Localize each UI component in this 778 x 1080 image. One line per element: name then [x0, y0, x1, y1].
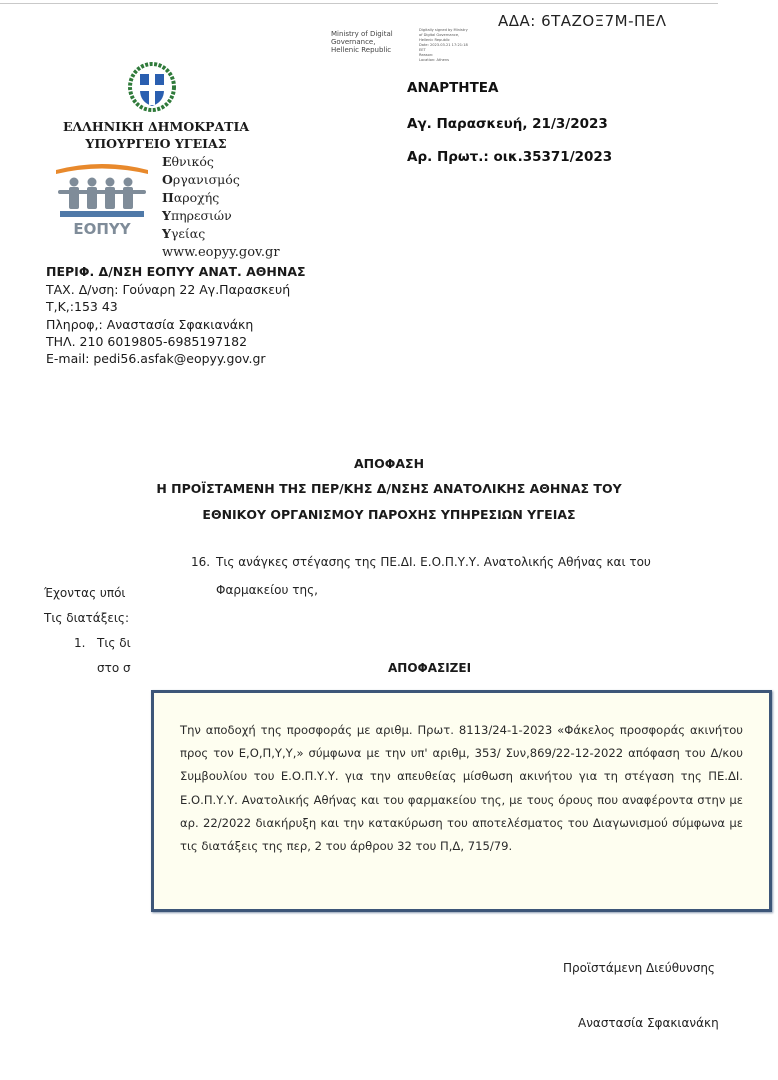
item-number: 16.: [191, 555, 211, 569]
postal-address: ΤΑΧ. Δ/νση: Γούναρη 22 Αγ.Παρασκευή: [46, 282, 291, 297]
signer-line: Hellenic Republic: [331, 46, 392, 54]
postal-code: Τ,Κ,:153 43: [46, 299, 118, 314]
country-name: ΕΛΛΗΝΙΚΗ ΔΗΜΟΚΡΑΤΙΑ: [62, 119, 250, 134]
org-line: Παροχής: [162, 190, 220, 205]
org-line: Οργανισμός: [162, 172, 240, 187]
signature-detail: EET: [419, 48, 426, 52]
signature-detail: Reason:: [419, 53, 434, 57]
org-line: Υπηρεσιών: [162, 208, 232, 223]
department-name: ΠΕΡΙΦ. Δ/ΝΣΗ ΕΟΠΥΥ ΑΝΑΤ. ΑΘΗΝΑΣ: [46, 264, 306, 279]
provision-item-1-cont: στο σ: [97, 661, 131, 675]
digital-signature-signer: [331, 30, 393, 54]
signer-line: Governance,: [331, 38, 376, 46]
document-subtitle-line2: ΕΘΝΙΚΟΥ ΟΡΓΑΝΙΣΜΟΥ ΠΑΡΟΧΗΣ ΥΠΗΡΕΣΙΩΝ ΥΓΕΙΑΣ: [202, 507, 576, 522]
posting-label: ΑΝΑΡΤΗΤΕΑ: [407, 80, 499, 96]
signature-detail: Date: 2023.03.21 17:21:18: [419, 43, 468, 47]
org-line: Υγείας: [162, 226, 206, 241]
signer-line: Ministry of Digital: [331, 30, 393, 38]
signature-detail: Hellenic Republic: [419, 38, 450, 42]
consideration-item-16: Τις ανάγκες στέγασης της ΠΕ.ΔΙ. Ε.Ο.Π.Υ.Υ. Ανατολικής Αθήνας και του: [216, 555, 651, 569]
logo-text: ΕΟΠΥΥ: [73, 220, 131, 238]
document-title: ΑΠΟΦΑΣΗ: [353, 456, 425, 471]
ada-code: ΑΔΑ: 6ΤΑΖΟΞ7Μ-ΠΕΛ: [498, 12, 667, 30]
signatory-role: Προϊστάμενη Διεύθυνσης: [563, 961, 715, 975]
org-line: Εθνικός: [162, 154, 214, 169]
phone-number: ΤΗΛ. 210 6019805-6985197182: [46, 334, 248, 349]
item-number: 1.: [74, 636, 86, 650]
consideration-item-16-cont: Φαρμακείου της,: [216, 583, 318, 597]
decision-box: [151, 690, 772, 912]
document-subtitle-line1: Η ΠΡΟΪΣΤΑΜΕΝΗ ΤΗΣ ΠΕΡ/ΚΗΣ Δ/ΝΣΗΣ ΑΝΑΤΟΛΙΚΗΣ ΑΘΗΝΑΣ ΤΟΥ: [156, 481, 622, 496]
website-link[interactable]: www.eopyy.gov.gr: [162, 245, 280, 260]
decision-text: Την αποδοχή της προσφοράς με αριθμ. Πρωτ. 8113/24-1-2023 «Φάκελος προσφοράς ακινήτου προς τον Ε,Ο,Π,Υ,Υ,» σύμφωνα με την υπ' αριθμ, 353/ Συν,869/22-12-2022 απόφαση του Δ/κου Συμβουλίου του Ε.Ο.Π.Υ.Υ. για την απευθείας μίσθωση ακινήτου για τη στέγαση της ΠΕ.ΔΙ. Ε.Ο.Π.Υ.Υ. Ανατολικής Αθήνας και του φαρμακείου της, με τους όρους που αναφέροντα στην με αρ. 22/2022 διακήρυξη και την κατακύρωση του αποτελέσματος του Διαγωνισμού σύμφωνα με τις διατάξεις της περ, 2 του άρθρου 32 του Π,Δ, 715/79.: [180, 723, 743, 854]
greek-emblem-icon: [128, 62, 176, 112]
email-address[interactable]: E-mail: pedi56.asfak@eopyy.gov.gr: [46, 351, 266, 366]
signature-detail: of Digital Governance,: [419, 33, 460, 37]
provision-item-1: Τις δι: [97, 636, 131, 650]
signatory-name: Αναστασία Σφακιανάκη: [578, 1016, 719, 1030]
having-considered-text: Έχοντας υπόι: [44, 586, 126, 600]
contact-person: Πληροφ,: Αναστασία Σφακιανάκη: [46, 317, 254, 332]
digital-signature-details: [419, 28, 479, 63]
decision-heading: ΑΠΟΦΑΣΙΖΕΙ: [388, 661, 472, 675]
signature-detail: Digitally signed by Ministry: [419, 28, 468, 32]
protocol-number: Αρ. Πρωτ.: οικ.35371/2023: [407, 149, 613, 165]
ministry-name: ΥΠΟΥΡΓΕΙΟ ΥΓΕΙΑΣ: [85, 136, 227, 151]
signature-detail: Location: Athens: [419, 58, 449, 62]
eopyy-logo-icon: [52, 160, 152, 240]
top-divider: [0, 3, 718, 4]
place-date: Αγ. Παρασκευή, 21/3/2023: [407, 116, 608, 132]
provisions-label: Τις διατάξεις:: [44, 611, 130, 625]
